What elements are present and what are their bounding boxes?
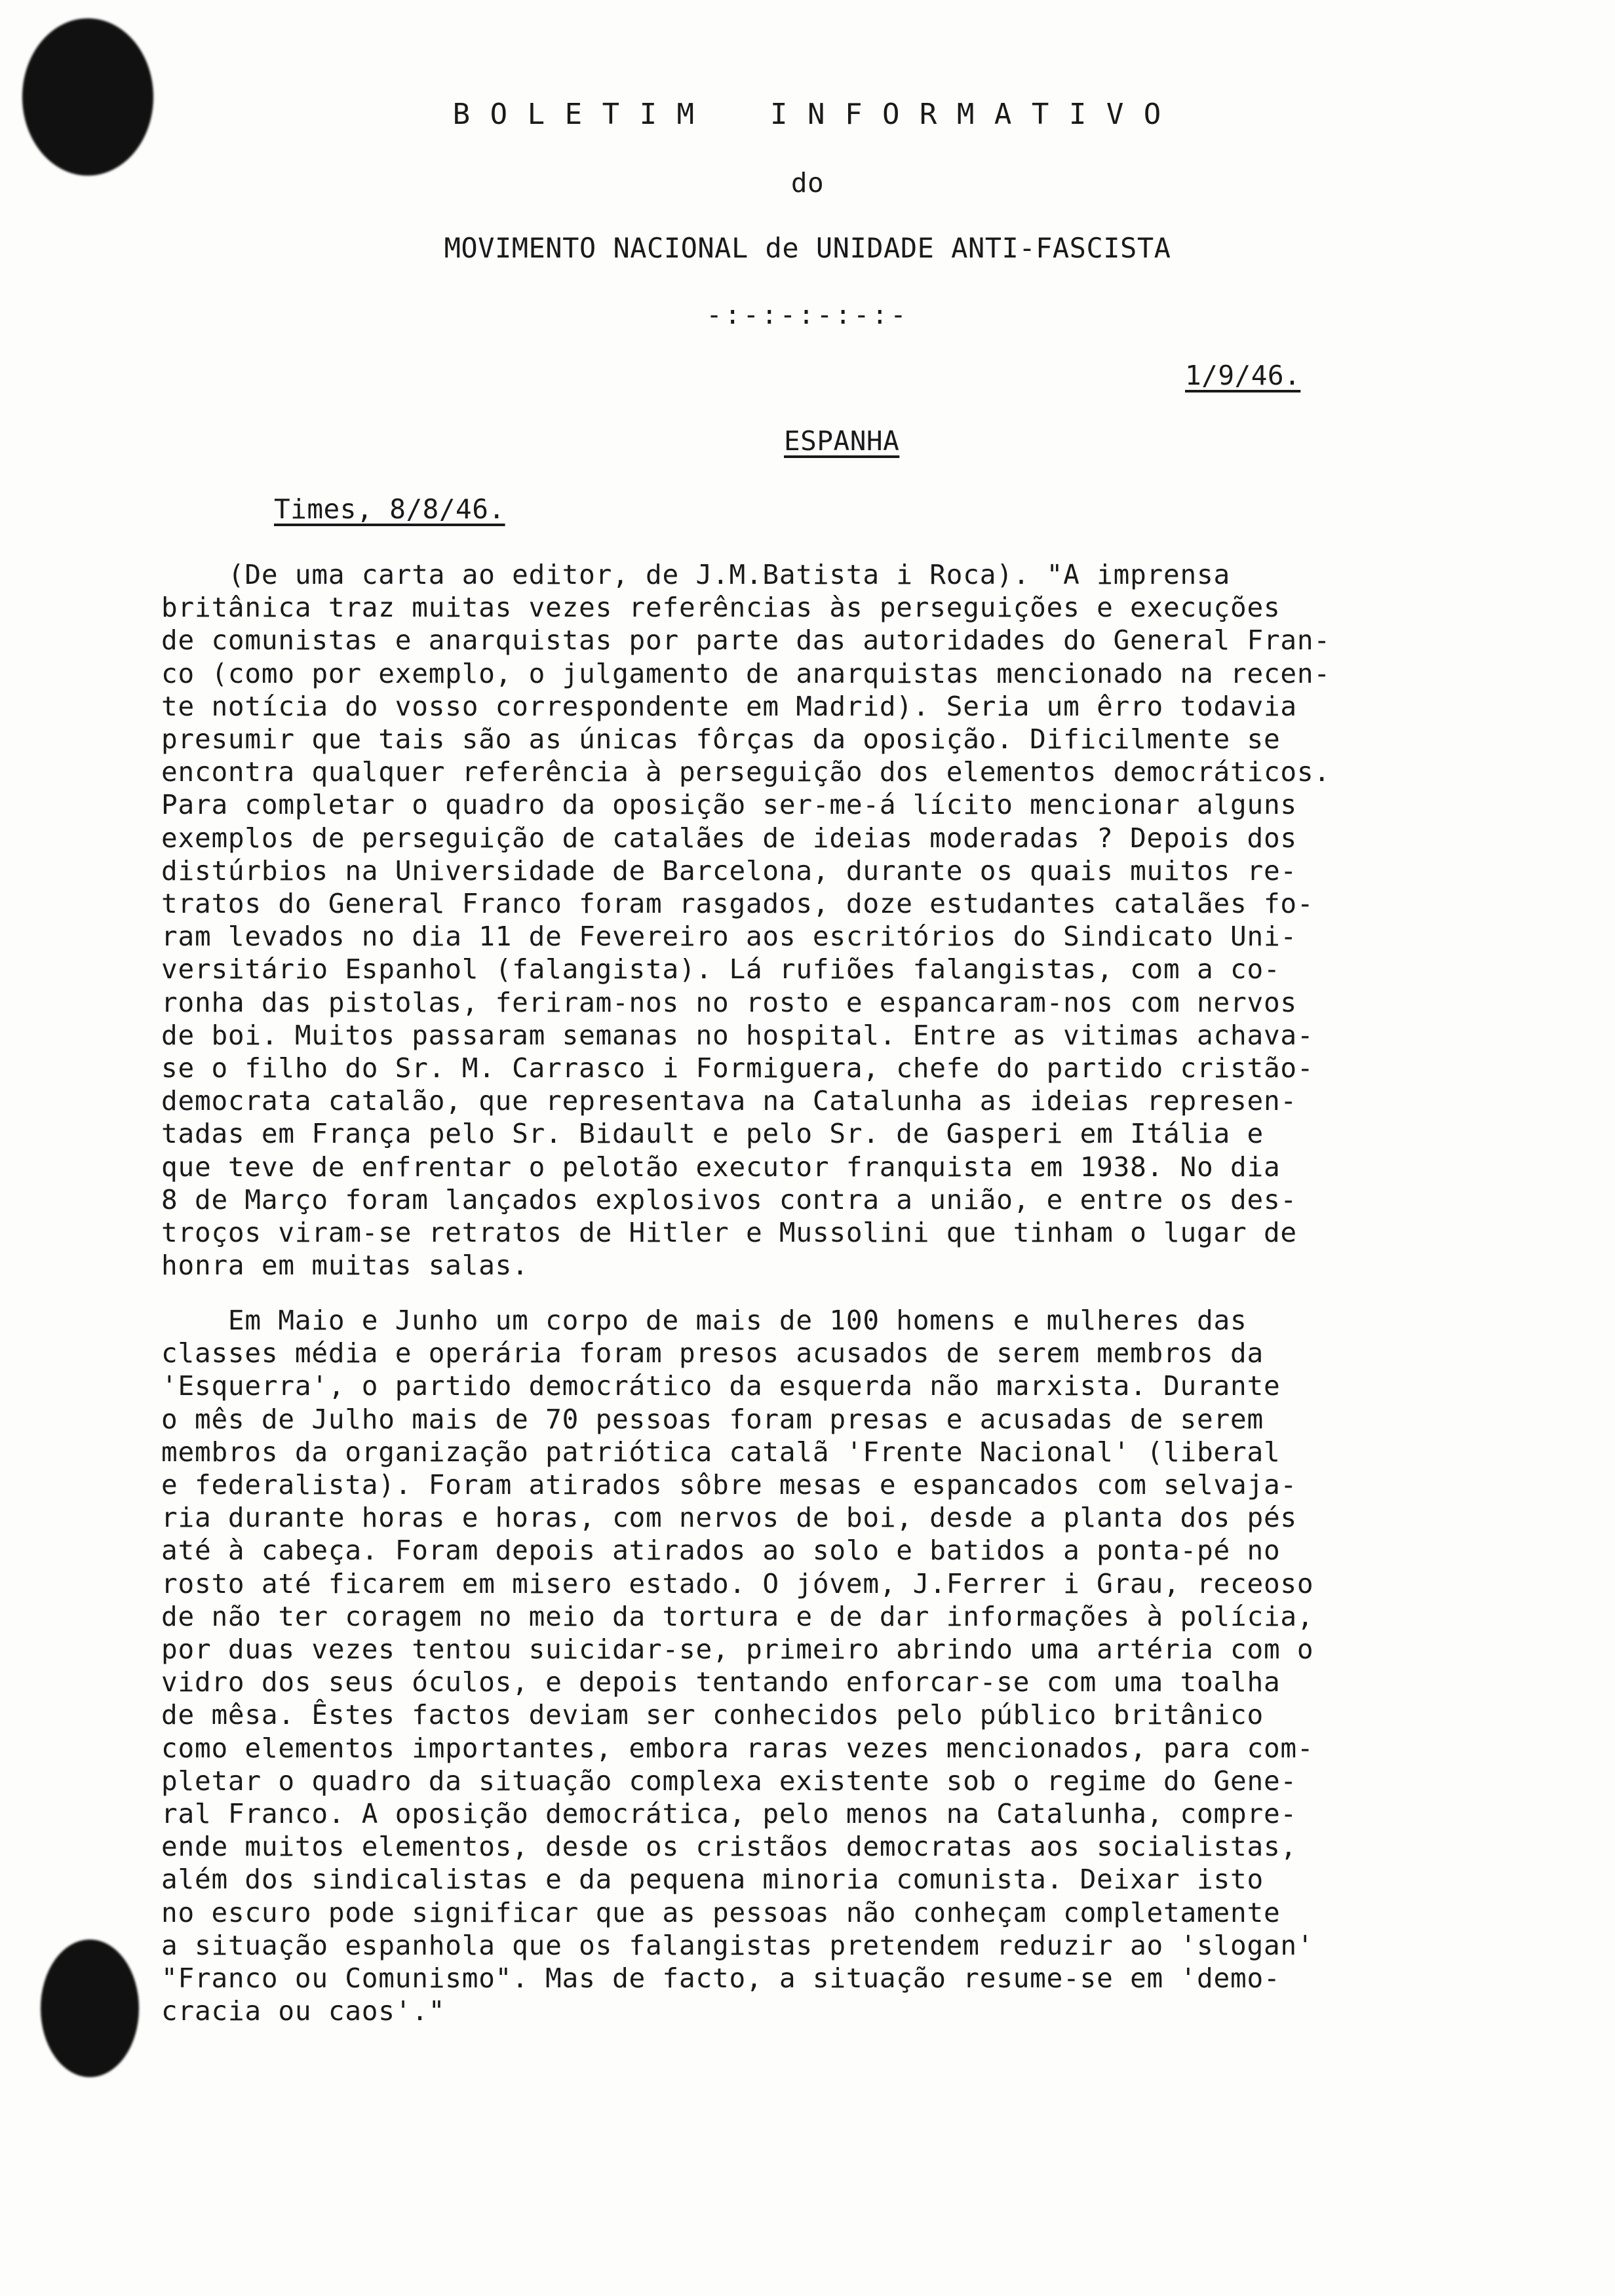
text-line: ral Franco. A oposição democrática, pelo menos na Catalunha, compre- bbox=[161, 1798, 1297, 1830]
text-line: 'Esquerra', o partido democrático da esquerda não marxista. Durante bbox=[161, 1370, 1281, 1402]
text-line: se o filho do Sr. M. Carrasco i Formiguera, chefe do partido cristão- bbox=[161, 1052, 1314, 1084]
organization-name: MOVIMENTO NACIONAL de UNIDADE ANTI-FASCISTA bbox=[444, 232, 1171, 264]
text-line: distúrbios na Universidade de Barcelona, durante os quais muitos re- bbox=[161, 854, 1297, 887]
text-line: co (como por exemplo, o julgamento de anarquistas mencionado na recen- bbox=[161, 657, 1331, 689]
separator-line: -:-:-:-:-:- bbox=[706, 300, 909, 330]
text-line: ronha das pistolas, feriram-nos no rosto e espancaram-nos com nervos bbox=[161, 986, 1297, 1018]
text-line: pletar o quadro da situação complexa existente sob o regime do Gene- bbox=[161, 1765, 1297, 1797]
document-date: 1/9/46. bbox=[1185, 360, 1301, 391]
text-line: o mês de Julho mais de 70 pessoas foram presas e acusadas de serem bbox=[161, 1403, 1264, 1435]
text-line: Para completar o quadro da oposição ser-me-á lícito mencionar alguns bbox=[161, 789, 1297, 821]
punch-hole-bottom bbox=[41, 1940, 139, 2077]
text-line: honra em muitas salas. bbox=[161, 1250, 529, 1282]
text-line: cracia ou caos'." bbox=[161, 1995, 446, 2027]
text-line: democrata catalão, que representava na Catalunha as ideias represen- bbox=[161, 1085, 1297, 1117]
text-line: te notícia do vosso correspondente em Madrid). Seria um êrro todavia bbox=[161, 690, 1297, 722]
text-line: exemplos de perseguição de catalães de ideias moderadas ? Depois dos bbox=[161, 822, 1297, 854]
text-line: de não ter coragem no meio da tortura e de dar informações à polícia, bbox=[161, 1600, 1314, 1632]
text-line: presumir que tais são as únicas fôrças da oposição. Dificilmente se bbox=[161, 723, 1281, 756]
paragraph-arrests bbox=[161, 1304, 1479, 2027]
text-line: tratos do General Franco foram rasgados, doze estudantes catalães fo- bbox=[161, 888, 1314, 920]
source-citation: Times, 8/8/46. bbox=[274, 493, 505, 525]
text-line: por duas vezes tentou suicidar-se, primeiro abrindo uma artéria com o bbox=[161, 1634, 1314, 1666]
text-line: 8 de Março foram lançados explosivos contra a união, e entre os des- bbox=[161, 1183, 1297, 1215]
text-line: tadas em França pelo Sr. Bidault e pelo Sr. de Gasperi em Itália e bbox=[161, 1118, 1264, 1150]
text-line: no escuro pode significar que as pessoas não conheçam completamente bbox=[161, 1896, 1281, 1928]
text-line: membros da organização patriótica catalã 'Frente Nacional' (liberal bbox=[161, 1436, 1281, 1468]
text-line: "Franco ou Comunismo". Mas de facto, a situação resume-se em 'demo- bbox=[161, 1962, 1281, 1995]
paragraph-letter bbox=[161, 558, 1479, 1282]
text-line: a situação espanhola que os falangistas pretendem reduzir ao 'slogan' bbox=[161, 1929, 1314, 1961]
text-line: de boi. Muitos passaram semanas no hospital. Entre as vitimas achava- bbox=[161, 1019, 1314, 1051]
text-line: e federalista). Foram atirados sôbre mesas e espancados com selvaja- bbox=[161, 1469, 1297, 1501]
text-line: ende muitos elementos, desde os cristãos democratas aos socialistas, bbox=[161, 1831, 1297, 1863]
text-line: que teve de enfrentar o pelotão executor franquista em 1938. No dia bbox=[161, 1151, 1281, 1183]
text-line: de comunistas e anarquistas por parte das autoridades do General Fran- bbox=[161, 624, 1331, 657]
bulletin-connector: do bbox=[790, 167, 825, 199]
text-line: vidro dos seus óculos, e depois tentando enforcar-se com uma toalha bbox=[161, 1666, 1281, 1698]
text-line: Em Maio e Junho um corpo de mais de 100 homens e mulheres das bbox=[161, 1305, 1247, 1336]
text-line: ria durante horas e horas, com nervos de boi, desde a planta dos pés bbox=[161, 1502, 1297, 1534]
text-line: como elementos importantes, embora raras vezes mencionados, para com- bbox=[161, 1732, 1314, 1764]
punch-hole-top bbox=[22, 18, 153, 176]
text-line: versitário Espanhol (falangista). Lá rufiões falangistas, com a co- bbox=[161, 953, 1281, 985]
text-line: britânica traz muitas vezes referências às perseguições e execuções bbox=[161, 592, 1281, 624]
text-line: (De uma carta ao editor, de J.M.Batista i Roca). "A imprensa bbox=[161, 559, 1230, 590]
text-line: além dos sindicalistas e da pequena minoria comunista. Deixar isto bbox=[161, 1864, 1264, 1896]
text-line: rosto até ficarem em misero estado. O jóvem, J.Ferrer i Grau, receoso bbox=[161, 1567, 1314, 1599]
text-line: até à cabeça. Foram depois atirados ao solo e batidos a ponta-pé no bbox=[161, 1535, 1281, 1567]
text-line: de mêsa. Êstes factos deviam ser conhecidos pelo público britânico bbox=[161, 1699, 1264, 1731]
text-line: ram levados no dia 11 de Fevereiro aos escritórios do Sindicato Uni- bbox=[161, 921, 1297, 953]
text-line: classes média e operária foram presos acusados de serem membros da bbox=[161, 1337, 1264, 1369]
bulletin-title: B O L E T I M I N F O R M A T I V O bbox=[452, 98, 1163, 131]
text-line: troços viram-se retratos de Hitler e Mussolini que tinham o lugar de bbox=[161, 1217, 1297, 1249]
section-title: ESPANHA bbox=[784, 425, 900, 457]
text-line: encontra qualquer referência à perseguição dos elementos democráticos. bbox=[161, 756, 1331, 788]
